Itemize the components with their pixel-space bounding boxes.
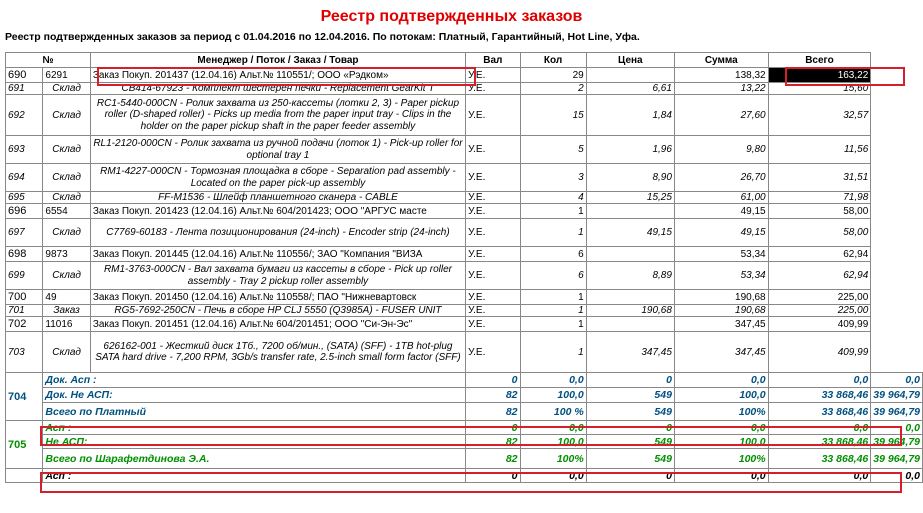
summary-value: 33 868,46: [768, 435, 871, 449]
summary-value: 100,0: [674, 388, 768, 403]
stock-type: Заказ: [43, 305, 90, 317]
summary-value: 0: [466, 373, 520, 388]
column-header: Менеджер / Поток / Заказ / Товар: [90, 53, 465, 68]
total: 62,94: [768, 247, 871, 262]
table-row: [6, 305, 923, 317]
summary-value: 100%: [674, 449, 768, 469]
price: 6,61: [586, 83, 674, 95]
summary-value: 0,0: [768, 421, 871, 435]
order-description: Заказ Покуп. 201450 (12.04.16) Альт.№ 110558/; ПАО "Нижневартовск: [90, 290, 465, 305]
sum: 27,60: [674, 95, 768, 136]
quantity: 5: [520, 136, 586, 164]
sum: 190,68: [674, 290, 768, 305]
sum: 347,45: [674, 317, 768, 332]
quantity: 1: [520, 317, 586, 332]
summary-value: 0: [586, 373, 674, 388]
quantity: 1: [520, 332, 586, 373]
item-description: C7769-60183 - Лента позиционирования (24-inch) - Encoder strip (24-inch): [90, 219, 465, 247]
summary-value: 39 964,79: [871, 449, 923, 469]
summary-value: 0,0: [674, 421, 768, 435]
price: [586, 204, 674, 219]
row-number: 693: [6, 136, 43, 164]
total: 225,00: [768, 290, 871, 305]
summary-value: 39 964,79: [871, 388, 923, 403]
sum: 138,32: [674, 68, 768, 83]
summary-value: 100,0: [520, 435, 586, 449]
summary-value: 82: [466, 403, 520, 421]
summary-value: 100%: [674, 403, 768, 421]
item-description: RG5-7692-250CN - Печь в сборе HP CLJ 5550 (Q3985A) - FUSER UNIT: [90, 305, 465, 317]
client-code: 11016: [43, 317, 90, 332]
summary-value: 0,0: [674, 373, 768, 388]
sum: 347,45: [674, 332, 768, 373]
orders-table: [5, 52, 923, 483]
currency: У.Е.: [466, 290, 520, 305]
row-number: 691: [6, 83, 43, 95]
total: 409,99: [768, 317, 871, 332]
summary-value: 0,0: [520, 421, 586, 435]
currency: У.Е.: [466, 136, 520, 164]
summary-value: 0,0: [520, 373, 586, 388]
order-description: Заказ Покуп. 201445 (12.04.16) Альт.№ 110556/; ЗАО "Компания "ВИЗА: [90, 247, 465, 262]
currency: У.Е.: [466, 305, 520, 317]
price: [586, 290, 674, 305]
summary-value: 82: [466, 435, 520, 449]
sum: 13,22: [674, 83, 768, 95]
table-row: [6, 204, 923, 219]
sum: 53,34: [674, 262, 768, 290]
header-row: [6, 53, 923, 68]
row-number: 697: [6, 219, 43, 247]
summary-value: 100,0: [674, 435, 768, 449]
quantity: 29: [520, 68, 586, 83]
summary-label: Всего по Платный: [43, 403, 466, 421]
currency: У.Е.: [466, 204, 520, 219]
client-code: 49: [43, 290, 90, 305]
summary-value: 39 964,79: [871, 435, 923, 449]
item-description: FF-M1536 - Шлейф планшетного сканера - CABLE: [90, 192, 465, 204]
quantity: 2: [520, 83, 586, 95]
price: 1,96: [586, 136, 674, 164]
total: 163,22: [768, 68, 871, 83]
item-description: RL1-2120-000CN - Ролик захвата из ручной подачи (лоток 1) - Pick-up roller for optional tray 1: [90, 136, 465, 164]
quantity: 1: [520, 305, 586, 317]
total: 15,60: [768, 83, 871, 95]
summary-label: Док. Асп :: [43, 373, 466, 388]
price: 49,15: [586, 219, 674, 247]
sum: 49,15: [674, 204, 768, 219]
total: 225,00: [768, 305, 871, 317]
summary-value: 100 %: [520, 403, 586, 421]
summary-value: 0,0: [871, 421, 923, 435]
table-row: [6, 192, 923, 204]
row-number: 700: [6, 290, 43, 305]
summary-value: 0: [466, 421, 520, 435]
price: 8,89: [586, 262, 674, 290]
stock-type: Склад: [43, 332, 90, 373]
currency: У.Е.: [466, 247, 520, 262]
client-code: 6554: [43, 204, 90, 219]
summary-value: 549: [586, 403, 674, 421]
summary-value: 0: [586, 421, 674, 435]
summary-value: 549: [586, 435, 674, 449]
quantity: 15: [520, 95, 586, 136]
sum: 26,70: [674, 164, 768, 192]
item-description: RM1-4227-000CN - Тормозная площадка в сборе - Separation pad assembly - Located on the paper pick-up assembly: [90, 164, 465, 192]
report-subtitle: Реестр подтвержденных заказов за период с 01.04.2016 по 12.04.2016. По потокам: Платный, Гарантийный, Hot Line, Уфа.: [5, 31, 640, 43]
summary-label: Асп :: [43, 469, 466, 483]
table-row: [6, 262, 923, 290]
highlight-order-690: [97, 67, 476, 86]
column-header: Всего: [768, 53, 871, 68]
summary-value: 100%: [520, 449, 586, 469]
currency: У.Е.: [466, 219, 520, 247]
stock-type: Склад: [43, 219, 90, 247]
sum: 49,15: [674, 219, 768, 247]
summary-value: 549: [586, 388, 674, 403]
price: 15,25: [586, 192, 674, 204]
stock-type: Склад: [43, 262, 90, 290]
summary-value: 0,0: [768, 469, 871, 483]
quantity: 6: [520, 247, 586, 262]
total: 409,99: [768, 332, 871, 373]
row-number: 701: [6, 305, 43, 317]
stock-type: Склад: [43, 164, 90, 192]
summary-value: 0,0: [871, 373, 923, 388]
summary-number: 704: [6, 373, 43, 421]
table-row: [6, 332, 923, 373]
summary-value: 0,0: [768, 373, 871, 388]
price: [586, 68, 674, 83]
stock-type: Склад: [43, 95, 90, 136]
quantity: 1: [520, 204, 586, 219]
stock-type: Склад: [43, 83, 90, 95]
item-description: 626162-001 - Жесткий диск 1Тб., 7200 об/мин., (SATA) (SFF) - 1TB hot-plug SATA hard drive - 7,200 RPM, 3Gb/s transfer rate, 2.5-inch small form factor (SFF): [90, 332, 465, 373]
summary-value: 0: [586, 469, 674, 483]
column-header: Цена: [586, 53, 674, 68]
summary-value: 33 868,46: [768, 403, 871, 421]
table-row: [6, 95, 923, 136]
currency: У.Е.: [466, 95, 520, 136]
column-header: №: [6, 53, 91, 68]
table-row: [6, 219, 923, 247]
row-number: 694: [6, 164, 43, 192]
stock-type: Склад: [43, 136, 90, 164]
column-header: Сумма: [674, 53, 768, 68]
currency: У.Е.: [466, 68, 520, 83]
summary-value: 82: [466, 388, 520, 403]
quantity: 1: [520, 219, 586, 247]
sum: 53,34: [674, 247, 768, 262]
order-description: Заказ Покуп. 201423 (12.04.16) Альт.№ 604/201423; ООО "АРГУС масте: [90, 204, 465, 219]
total: 71,98: [768, 192, 871, 204]
summary-value: 82: [466, 449, 520, 469]
summary-value: 33 868,46: [768, 388, 871, 403]
currency: У.Е.: [466, 317, 520, 332]
stock-type: Склад: [43, 192, 90, 204]
row-number: 696: [6, 204, 43, 219]
summary-value: 33 868,46: [768, 449, 871, 469]
quantity: 4: [520, 192, 586, 204]
price: [586, 317, 674, 332]
price: 347,45: [586, 332, 674, 373]
client-code: 9873: [43, 247, 90, 262]
summary-value: 0,0: [674, 469, 768, 483]
summary-number: 705: [6, 421, 43, 469]
highlight-total-paid: [40, 426, 902, 446]
table-row: [6, 136, 923, 164]
quantity: 3: [520, 164, 586, 192]
row-number: 695: [6, 192, 43, 204]
summary-row: [6, 449, 923, 469]
row-number: 702: [6, 317, 43, 332]
table-row: [6, 247, 923, 262]
currency: У.Е.: [466, 332, 520, 373]
column-header: Вал: [466, 53, 520, 68]
table-row: [6, 290, 923, 305]
price: [586, 247, 674, 262]
summary-value: 0: [466, 469, 520, 483]
highlight-total-690: [785, 67, 905, 86]
row-number: 698: [6, 247, 43, 262]
total: 31,51: [768, 164, 871, 192]
quantity: 6: [520, 262, 586, 290]
summary-value: 0,0: [871, 469, 923, 483]
currency: У.Е.: [466, 83, 520, 95]
total: 62,94: [768, 262, 871, 290]
summary-row: [6, 373, 923, 388]
summary-value: 39 964,79: [871, 403, 923, 421]
column-header: Кол: [520, 53, 586, 68]
summary-label: Док. Не АСП:: [43, 388, 466, 403]
summary-label: Асп :: [43, 421, 466, 435]
currency: У.Е.: [466, 192, 520, 204]
item-description: RM1-3763-000CN - Вал захвата бумаги из кассеты в сборе - Pick up roller assembly - Tray 2 pickup roller assembly: [90, 262, 465, 290]
client-code: 6291: [43, 68, 90, 83]
row-number: 703: [6, 332, 43, 373]
total: 58,00: [768, 219, 871, 247]
order-description: Заказ Покуп. 201451 (12.04.16) Альт.№ 604/201451; ООО "Си-Эн-Эс": [90, 317, 465, 332]
currency: У.Е.: [466, 262, 520, 290]
highlight-total-manager: [40, 472, 902, 493]
table-row: [6, 164, 923, 192]
sum: 190,68: [674, 305, 768, 317]
total: 58,00: [768, 204, 871, 219]
summary-number: [6, 469, 43, 483]
summary-value: 0,0: [520, 469, 586, 483]
summary-value: 549: [586, 449, 674, 469]
order-description: Заказ Покуп. 201437 (12.04.16) Альт.№ 110551/; ООО «Рэдком»: [90, 68, 465, 83]
quantity: 1: [520, 290, 586, 305]
total: 32,57: [768, 95, 871, 136]
row-number: 699: [6, 262, 43, 290]
currency: У.Е.: [466, 164, 520, 192]
summary-row: [6, 403, 923, 421]
price: 8,90: [586, 164, 674, 192]
summary-label: Всего по Шарафетдинова Э.А.: [43, 449, 466, 469]
total: 11,56: [768, 136, 871, 164]
sum: 61,00: [674, 192, 768, 204]
sum: 9,80: [674, 136, 768, 164]
report-title: Реестр подтвержденных заказов: [320, 8, 583, 25]
item-description: RC1-5440-000CN - Ролик захвата из 250-касcеты (лотки 2, 3) - Paper pickup roller (D-shaped roller) - Picks up media from the paper input tray - Clips in the holder on the paper pickup shaft in the paper feeder assembly: [90, 95, 465, 136]
summary-row: [6, 388, 923, 403]
summary-label: Не АСП:: [43, 435, 466, 449]
price: 190,68: [586, 305, 674, 317]
item-description: CB414-67923 - Комплект шестерен печки - Replacement GearKit T: [90, 83, 465, 95]
row-number: 692: [6, 95, 43, 136]
price: 1,84: [586, 95, 674, 136]
row-number: 690: [6, 68, 43, 83]
summary-value: 100,0: [520, 388, 586, 403]
table-row: [6, 317, 923, 332]
